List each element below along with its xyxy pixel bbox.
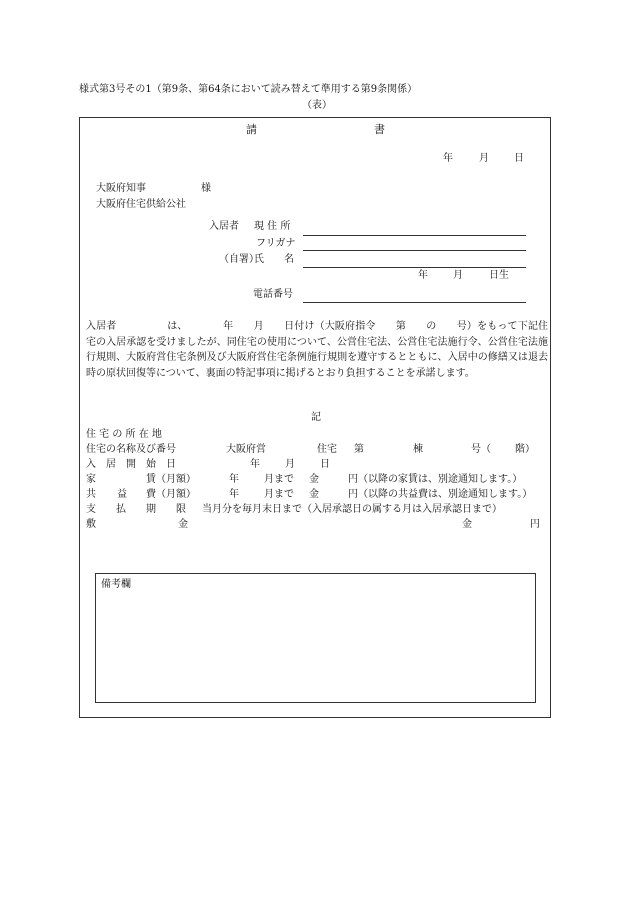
consent-paragraph: 入居者 は、 年 月 日付け（大阪府指令 第 の 号）をもって下記住宅の入居承認を受けましたが、同住宅の使用について、公営住宅法、公営住宅法施行令、公営住宅法施行規則、大阪府営住宅条例及び大阪府営住宅条例施行規則を遵守するとともに、入居中の修繕又は退去時の原状回復等について、裏面の特記事項に掲げるとおり負担することを承諾します。 [86,321,548,379]
document-title-char1: 請 [246,123,257,136]
rent-kin: 金 [309,474,319,485]
signature-label: （自署） [219,254,259,265]
housing-mune: 棟 [413,444,423,455]
tenant-label: 入居者 [209,221,239,232]
housing-prefix: 大阪府営 [226,444,266,455]
side-label: （表） [302,100,332,111]
deposit-yen: 円 [530,519,540,530]
housing-kai: 階） [515,444,535,455]
common-label-3: 費（月額） [146,489,196,500]
date-year: 年 [443,153,453,164]
housing-name-label: 住宅の名称及び番号 [86,444,176,455]
deposit-label-2: 金 [178,519,188,530]
address-line[interactable] [303,235,526,236]
name-line[interactable] [303,267,526,268]
move-in-year: 年 [250,459,260,470]
addressee-honorific: 様 [201,183,211,194]
addressee-corporation: 大阪府住宅供給公社 [96,199,186,210]
remarks-box[interactable] [95,573,536,703]
date-day: 日 [514,153,524,164]
record-heading: 記 [311,412,321,423]
deposit-label-1: 敷 [86,519,96,530]
common-kin: 金 [309,489,319,500]
move-in-day: 日 [320,459,330,470]
housing-go: 号（ [471,444,491,455]
move-in-label: 入 居 開 始 日 [86,459,176,470]
rent-label-2: 賃（月額） [146,474,196,485]
document-title-char2: 書 [374,123,385,136]
housing-dai: 第 [354,444,364,455]
birth-month: 月 [453,270,463,281]
common-until: 月まで [264,489,294,500]
common-label-2: 益 [117,489,127,500]
rent-until: 月まで [264,474,294,485]
addressee-governor: 大阪府知事 [96,183,146,194]
common-year: 年 [229,489,239,500]
location-label: 住 宅 の 所 在 地 [86,429,162,440]
phone-label: 電話番号 [253,289,293,300]
birth-day: 日生 [489,270,509,281]
payment-text: 当月分を毎月末日まで（入居承認日の属する月は入居承認日まで） [202,504,502,515]
deposit-kin: 金 [462,519,472,530]
housing-jutaku: 住宅 [317,444,337,455]
payment-label: 支 払 期 限 [86,504,186,515]
form-title: 様式第3号その1（第9条、第64条において読み替えて準用する第9条関係） [79,84,418,95]
name-label: 氏 名 [254,254,294,265]
common-label-1: 共 [86,489,96,500]
remarks-label: 備考欄 [101,579,131,590]
rent-year: 年 [229,474,239,485]
date-month: 月 [479,153,489,164]
address-label: 現 住 所 [254,221,291,232]
birth-year: 年 [418,270,428,281]
common-note: 円（以降の共益費は、別途通知します。） [348,489,533,500]
phone-line[interactable] [303,302,526,303]
rent-label-1: 家 [86,474,96,485]
furigana-label: フリガナ [256,238,296,249]
rent-note: 円（以降の家賃は、別途通知します。） [348,474,523,485]
move-in-month: 月 [285,459,295,470]
furigana-line[interactable] [303,250,526,251]
